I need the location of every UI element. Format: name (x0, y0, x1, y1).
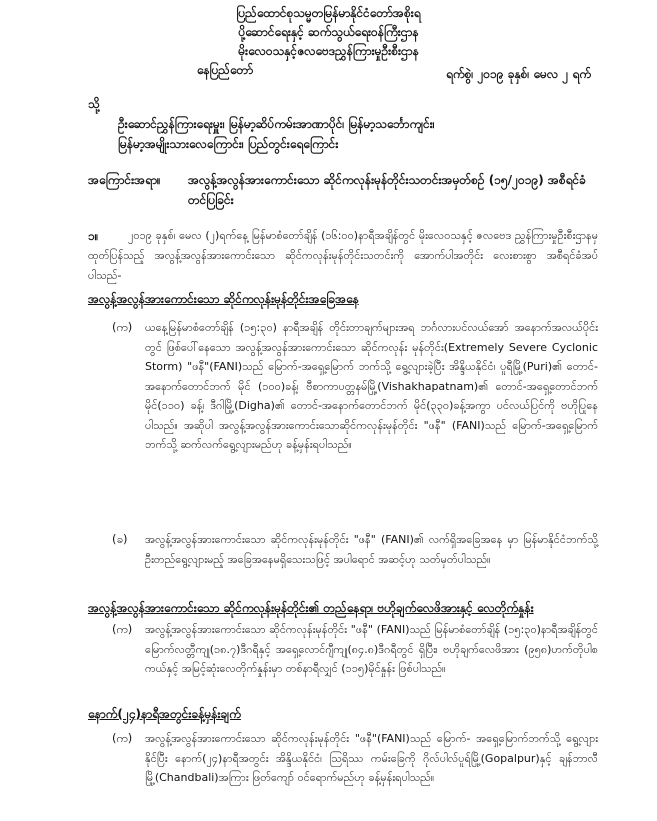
document-date: ရက်စွဲ၊ ၂၀၁၉ ခုနှစ်၊ မေလ ၂ ရက် (445, 67, 591, 81)
intro-paragraph: ၂၀၁၉ ခုနှစ်၊ မေလ (၂)ရက်နေ့ မြန်မာစံတော်ချိန် (၁၆:၀၀)နာရီအချိန်တွင် မိုးလေဝသနှင့် ဇလဗေဒ ညွှန်ကြားမှုဦးစီးဌာနမှ ထုတ်ပြန်သည့် အလွန့်အလွန်အားကောင်းသော ဆိုင်ကလုန်းမုန်တိုင်းသတင်းကို အောက်ပါအတိုင်း လေးစားစွာ အစီရင်ခံအပ်ပါသည်- (88, 229, 598, 282)
section-heading-forecast: နောက်(၂၄)နာရီအတွင်းခန့်မှန်းချက် (88, 707, 241, 721)
recipient-line-1: ဦးဆောင်ညွှန်ကြားရေးမှူး၊ မြန်မာ့ဆိပ်ကမ်းအာဏာပိုင်၊ မြန်မာ့သင်္ဘောကျင်း၊ (118, 117, 435, 131)
item-number: (ခ) (112, 532, 128, 546)
header-government-line: ပြည်ထောင်စုသမ္မတမြန်မာနိုင်ငံတော်အစိုးရ (236, 6, 421, 20)
to-label: သို့ (88, 97, 100, 111)
section-heading-status: အလွန့်အလွန်အားကောင်းသော ဆိုင်ကလုန်းမုန်တိုင်းအခြေအနေ (88, 292, 359, 306)
paragraph-number: ၁။ (88, 229, 99, 243)
status-item-b: အလွန့်အလွန်အားကောင်းသော ဆိုင်ကလုန်းမုန်တိုင်း "ဖနီ" (FANI)၏ လက်ရှိအခြေအနေ မှာ မြန်မာနိုင်ငံဘက်သို့ ဦးတည်ရွေ့လျားမည့် အခြေအနေမရှိသေးသဖြင့် အပါရောင် အဆင့်ဟု သတ်မှတ်ပါသည်။ (145, 533, 598, 566)
header-department-line: မိုးလေဝသနှင့်ဇလဗေဒညွှန်ကြားမှုဦးစီးဌာန (238, 44, 419, 58)
section-heading-position: အလွန့်အလွန်အားကောင်းသော ဆိုင်ကလုန်းမုန်တိုင်း၏ တည်နေရာ၊ ဗဟိုချက်လေဖိအားနှင့် လေတိုက်နှုန်း (88, 601, 534, 615)
status-item-a: ယနေ့မြန်မာစံတော်ချိန် (၁၅:၃၀) နာရီအချိန် တိုင်းတာချက်များအရ ဘင်္ဂလားပင်လယ်အော် အနောက်အလယ်ပိုင်းတွင် ဖြစ်ပေါ်နေသော အလွန့်အလွန်အားကောင်းသော ဆိုင်ကလုန်း မုန်တိုင်း(Extremely Severe Cyclonic Storm) "ဖနီ"(FANI)သည် မြောက်-အရှေ့မြောက် ဘက်သို့ ရွေ့လျားခဲ့ပြီး အိန္ဒိယနိုင်ငံ၊ ပူရီမြို့(Puri)၏ တောင်-အနောက်တောင်ဘက် မိုင် (၁၀၀)ခန့်၊ ဗီစာကာပတ္တနမ်မြို့(Vishakhapatnam)၏ တောင်-အရှေ့တောင်ဘက် မိုင်(၁၁၀) ခန့်၊ ဒီဂါမြို့(Digha)၏ တောင်-အနောက်တောင်ဘက် မိုင်(၃၃၀)ခန့်အကွာ ပင်လယ်ပြင်ကို ဗဟိုပြုနေပါသည်။ အဆိုပါ အလွန့်အလွန်အားကောင်းသောဆိုင်ကလုန်းမုန်တိုင်း "ဖနီ" (FANI)သည် မြောက်-အရှေ့မြောက်ဘက်သို့ ဆက်လက်ရွေ့လျားမည်ဟု ခန့်မှန်းရပါသည်။ (145, 321, 598, 451)
item-number: (က) (112, 320, 133, 334)
item-number: (က) (112, 622, 133, 636)
recipient-line-2: မြန်မာ့အမျိုးသားလေကြောင်း၊ ပြည်တွင်းရေကြောင်း (118, 137, 339, 151)
header-ministry-line: ပို့ဆောင်ရေးနှင့် ဆက်သွယ်ရေးဝန်ကြီးဌာန (238, 25, 419, 39)
subject-text: အလွန့်အလွန်အားကောင်းသော ဆိုင်ကလုန်းမုန်တိုင်းသတင်းအမှတ်စဉ် (၁၅/၂၀၁၉) အစီရင်ခံတင်ပြခြင်း (188, 173, 586, 207)
subject-label: အကြောင်းအရာ။ (88, 173, 161, 187)
position-item-a: အလွန့်အလွန်အားကောင်းသော ဆိုင်ကလုန်းမုန်တိုင်း "ဖနီ" (FANI)သည် မြန်မာစံတော်ချိန် (၁၅:၃၀)နာရီအချိန်တွင် မြောက်လတ္တီကျု(၁၈.၇)ဒီဂရီနှင့် အရှေ့လောင်ဂျီကျု(၈၄.၈)ဒီဂရီတွင် ရှိပြီး၊ ဗဟိုချက်လေဖိအား (၉၅၈)ဟက်တိုပါစကယ်နှင့် အမြင့်ဆုံးလေတိုက်နှုန်းမှာ တစ်နာရီလျှင် (၁၁၅)မိုင်နှုန်း ဖြစ်ပါသည်။ (145, 623, 598, 675)
item-number: (က) (112, 731, 133, 745)
header-city-line: နေပြည်တော် (196, 63, 254, 77)
forecast-item-a: အလွန့်အလွန်အားကောင်းသော ဆိုင်ကလုန်းမုန်တိုင်း "ဖနီ"(FANI)သည် မြောက်- အရှေ့မြောက်ဘက်သို့ ရွေ့လျားနိုင်ပြီး နောက်(၂၄)နာရီအတွင်း အိန္ဒိယနိုင်ငံ၊ ဩရိဿ ကမ်းခြေကို ဂိုလ်ပါလ်ပူရ်မြို့(Gopalpur)နှင့် ချန်ဘာလီမြို့(Chandbali)အကြား ဖြတ်ကျော် ဝင်ရောက်မည်ဟု ခန့်မှန်းရပါသည်။ (145, 732, 598, 784)
